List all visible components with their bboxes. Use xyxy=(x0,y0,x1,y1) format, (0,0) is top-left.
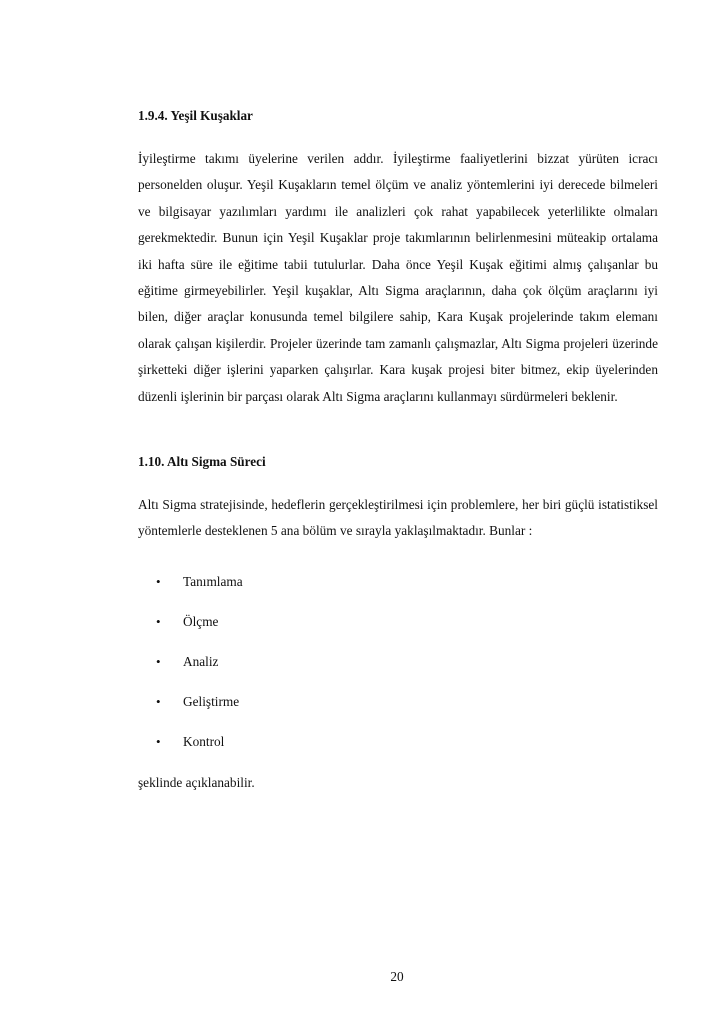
list-item-text: Kontrol xyxy=(183,734,225,749)
bullet-icon: • xyxy=(156,734,161,749)
list-item-text: Ölçme xyxy=(183,614,219,629)
list-item xyxy=(138,729,658,769)
section-paragraph-alti-sigma-sureci: Altı Sigma stratejisinde, hedeflerin gerçekleştirilmesi için problemlere, her biri güçlü istatistiksel yöntemlerle desteklenen 5 ana bölüm ve sırayla yaklaşılmaktadır. Bunlar : xyxy=(138,497,658,539)
list-item-text: Geliştirme xyxy=(183,694,240,709)
section-paragraph-yesil-kusaklar: İyileştirme takımı üyelerine verilen addır. İyileştirme faaliyetlerini bizzat yürüten icracı personelden oluşur. Yeşil Kuşakların temel ölçüm ve analiz yöntemlerini iyi derecede bilmeleri ve bilgisayar yazılımları yardımı ile analizleri çok rahat yapabilecek yeterlilikte olmaları gerekmektedir. Bunun için Yeşil Kuşaklar proje takımlarının belirlenmesini müteakip ortalama iki hafta süre ile eğitime tabii tutulurlar. Daha önce Yeşil Kuşak eğitimi almış çalışanlar bu eğitime girmeyebilirler. Yeşil kuşaklar, Altı Sigma araçlarının, daha çok ölçüm araçlarını iyi bilen, diğer araçlar konusunda temel bilgilere sahip, Kara Kuşak projelerinde takım elemanı olarak çalışan kişilerdir. Projeler üzerinde tam zamanlı çalışmazlar, Altı Sigma projeleri üzerinde şirketteki diğer işlerini yaparken çalışırlar. Kara kuşak projesi biter bitmez, ekip üyelerinden düzenli işlerinin bir parçası olarak Altı Sigma araçlarını kullanmayı sürdürmeleri beklenir. xyxy=(138,151,658,404)
section-heading-alti-sigma-sureci: 1.10. Altı Sigma Süreci xyxy=(138,454,266,469)
bullet-icon: • xyxy=(156,614,161,629)
bullet-icon: • xyxy=(156,574,161,589)
list-item xyxy=(138,609,658,649)
page-number: 20 xyxy=(390,969,404,984)
list-item-text: Analiz xyxy=(183,654,219,669)
list-item-text: Tanımlama xyxy=(183,574,243,589)
list-item xyxy=(138,569,658,609)
list-item xyxy=(138,689,658,729)
section-heading-yesil-kusaklar: 1.9.4. Yeşil Kuşaklar xyxy=(138,108,253,123)
phase-list xyxy=(138,569,658,769)
bullet-icon: • xyxy=(156,694,161,709)
bullet-icon: • xyxy=(156,654,161,669)
list-item xyxy=(138,649,658,689)
closing-sentence: şeklinde açıklanabilir. xyxy=(138,775,255,790)
